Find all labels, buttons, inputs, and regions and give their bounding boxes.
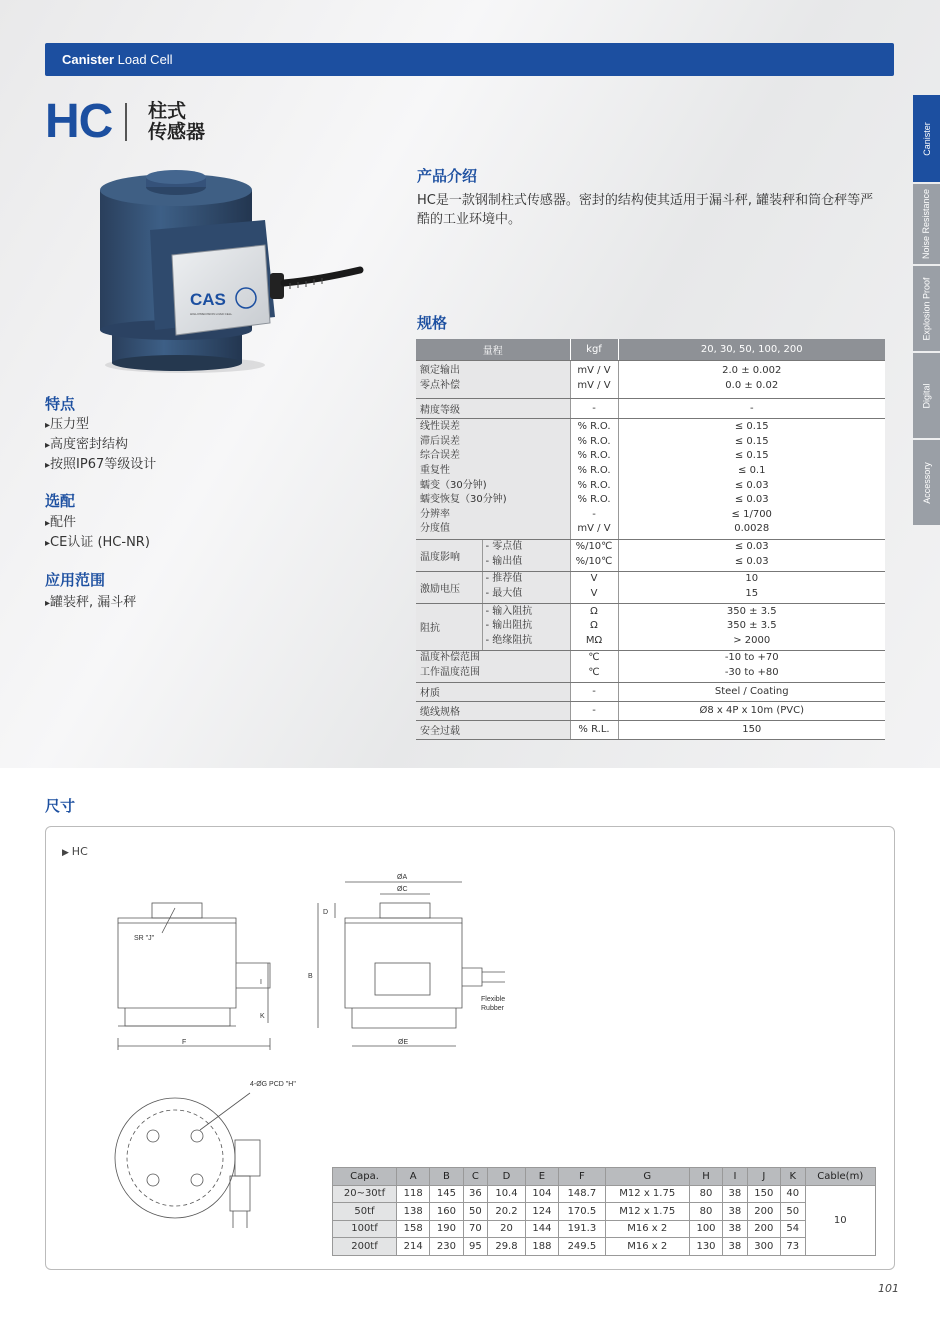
dt-header: G bbox=[605, 1168, 689, 1186]
product-image bbox=[90, 165, 370, 375]
dt-header: B bbox=[430, 1168, 463, 1186]
label-b: B bbox=[308, 973, 313, 980]
side-tab-noise-resistance[interactable]: Noise Resistance bbox=[913, 184, 940, 264]
label-sr-j: SR "J" bbox=[134, 935, 155, 942]
side-tab-digital[interactable]: Digital bbox=[913, 353, 940, 438]
dt-header: Cable(m) bbox=[805, 1168, 876, 1186]
label-i: I bbox=[260, 979, 262, 986]
table-row: 200tf 214 230 95 29.8 188 249.5 M16 x 2 130 38 300 73 bbox=[333, 1238, 876, 1256]
spec-unit: - bbox=[570, 701, 618, 720]
label-oe: ØE bbox=[398, 1039, 409, 1046]
side-tab-explosion-proof[interactable]: Explosion Proof bbox=[913, 266, 940, 351]
spec-unit: Ω Ω MΩ bbox=[570, 603, 618, 650]
side-tab-accessory[interactable]: Accessory bbox=[913, 440, 940, 525]
dt-header: Capa. bbox=[333, 1168, 397, 1186]
spec-label: 温度影响 bbox=[416, 539, 482, 571]
dimensions-table bbox=[332, 1167, 876, 1256]
spec-label: 温度补偿范围 工作温度范围 bbox=[416, 650, 570, 682]
spec-label: 安全过载 bbox=[416, 720, 570, 739]
table-row: 20~30tf 118 145 36 10.4 104 148.7 M12 x 1.75 80 38 150 40 10 bbox=[333, 1185, 876, 1203]
spec-table bbox=[416, 339, 885, 740]
label-pcd: 4-ØG PCD "H" bbox=[250, 1081, 296, 1088]
dt-header: I bbox=[723, 1168, 748, 1186]
side-tab-canister[interactable]: Canister bbox=[913, 95, 940, 182]
side-tabs bbox=[913, 95, 940, 527]
spec-sublabel: - 输入阻抗 - 输出阻抗 - 绝缘阻抗 bbox=[482, 603, 570, 650]
table-row: 50tf 138 160 50 20.2 124 170.5 M12 x 1.75 80 38 200 50 bbox=[333, 1203, 876, 1221]
dt-header: E bbox=[525, 1168, 558, 1186]
dt-header: F bbox=[559, 1168, 606, 1186]
spec-value: - bbox=[618, 398, 885, 418]
spec-unit: % R.O. % R.O. % R.O. % R.O. % R.O. % R.O. - mV / V bbox=[570, 418, 618, 539]
spec-label: 精度等级 bbox=[416, 398, 570, 418]
applications-title: 应用范围 bbox=[45, 571, 106, 589]
spec-value: 10 15 bbox=[618, 571, 885, 603]
intro-title: 产品介绍 bbox=[417, 167, 478, 185]
spec-value: 2.0 ± 0.002 0.0 ± 0.02 bbox=[618, 360, 885, 398]
spec-sublabel: - 推荐值 - 最大值 bbox=[482, 571, 570, 603]
spec-unit: ℃ ℃ bbox=[570, 650, 618, 682]
product-logo: CAS bbox=[190, 290, 226, 309]
model-name: 柱式 传感器 bbox=[148, 100, 206, 143]
spec-title: 规格 bbox=[417, 314, 448, 332]
dt-header: C bbox=[463, 1168, 488, 1186]
options-list bbox=[45, 513, 150, 553]
dt-header: K bbox=[780, 1168, 805, 1186]
spec-value: ≤ 0.15 ≤ 0.15 ≤ 0.15 ≤ 0.1 ≤ 0.03 ≤ 0.03 ≤ 1/700 0.0028 bbox=[618, 418, 885, 539]
product-logo-sub: HIGH PRECISION LOAD CELL bbox=[190, 312, 233, 316]
list-item: ▸ 压力型 bbox=[45, 415, 156, 435]
dt-header: J bbox=[747, 1168, 780, 1186]
spec-value: ≤ 0.03 ≤ 0.03 bbox=[618, 539, 885, 571]
spec-unit: - bbox=[570, 398, 618, 418]
spec-label: 线性误差 滞后误差 综合误差 重复性 蠕变（30分钟) 蠕变恢复（30分钟) 分辨率 分度值 bbox=[416, 418, 570, 539]
spec-header-unit: kgf bbox=[570, 339, 618, 360]
dimensions-title: 尺寸 bbox=[45, 797, 76, 815]
spec-label: 缆线规格 bbox=[416, 701, 570, 720]
dt-header: D bbox=[488, 1168, 526, 1186]
label-rubber: Rubber bbox=[481, 1005, 504, 1012]
label-f: F bbox=[182, 1039, 187, 1046]
label-oc: ØC bbox=[397, 886, 408, 893]
list-item: ▸ 罐装秤, 漏斗秤 bbox=[45, 593, 136, 613]
spec-value: Steel / Coating bbox=[618, 682, 885, 701]
intro-text: HC是一款钢制柱式传感器。密封的结构使其适用于漏斗秤, 罐装秤和筒仓秤等严酷的工业环境中。 bbox=[417, 193, 874, 227]
spec-label: 阻抗 bbox=[416, 603, 482, 650]
page-number: 101 bbox=[878, 1282, 899, 1295]
features-title: 特点 bbox=[45, 395, 76, 413]
spec-value: -10 to +70 -30 to +80 bbox=[618, 650, 885, 682]
options-title: 选配 bbox=[45, 492, 76, 510]
label-d: D bbox=[323, 909, 329, 916]
list-item: ▸ 高度密封结构 bbox=[45, 435, 156, 455]
applications-list bbox=[45, 593, 136, 613]
spec-header-capacities: 20, 30, 50, 100, 200 bbox=[618, 339, 885, 360]
table-row: 100tf 158 190 70 20 144 191.3 M16 x 2 100 38 200 54 bbox=[333, 1220, 876, 1238]
label-k: K bbox=[260, 1013, 265, 1020]
spec-label: 额定输出 零点补偿 bbox=[416, 360, 570, 398]
label-flexible: Flexible bbox=[481, 996, 506, 1003]
dimensions-model-label: ▶ HC bbox=[62, 845, 88, 858]
title-divider bbox=[125, 103, 127, 141]
spec-unit: - bbox=[570, 682, 618, 701]
spec-sublabel: - 零点值 - 输出值 bbox=[482, 539, 570, 571]
dt-header: H bbox=[689, 1168, 722, 1186]
spec-value: 150 bbox=[618, 720, 885, 739]
spec-unit: %/10℃ %/10℃ bbox=[570, 539, 618, 571]
dt-cable: 10 bbox=[805, 1185, 876, 1255]
spec-label: 激励电压 bbox=[416, 571, 482, 603]
banner-title: Canister Load Cell bbox=[62, 52, 173, 67]
spec-unit: mV / V mV / V bbox=[570, 360, 618, 398]
spec-label: 材质 bbox=[416, 682, 570, 701]
model-code: HC bbox=[45, 95, 113, 148]
list-item: ▸ CE认证 (HC-NR) bbox=[45, 533, 150, 553]
list-item: ▸ 按照IP67等级设计 bbox=[45, 455, 156, 475]
spec-header-range: 量程 bbox=[416, 339, 570, 360]
features-list bbox=[45, 415, 156, 475]
spec-unit: V V bbox=[570, 571, 618, 603]
spec-unit: % R.L. bbox=[570, 720, 618, 739]
label-oa: ØA bbox=[397, 874, 408, 881]
dt-header: A bbox=[396, 1168, 429, 1186]
list-item: ▸ 配件 bbox=[45, 513, 150, 533]
spec-value: 350 ± 3.5 350 ± 3.5 > 2000 bbox=[618, 603, 885, 650]
spec-value: Ø8 x 4P x 10m (PVC) bbox=[618, 701, 885, 720]
